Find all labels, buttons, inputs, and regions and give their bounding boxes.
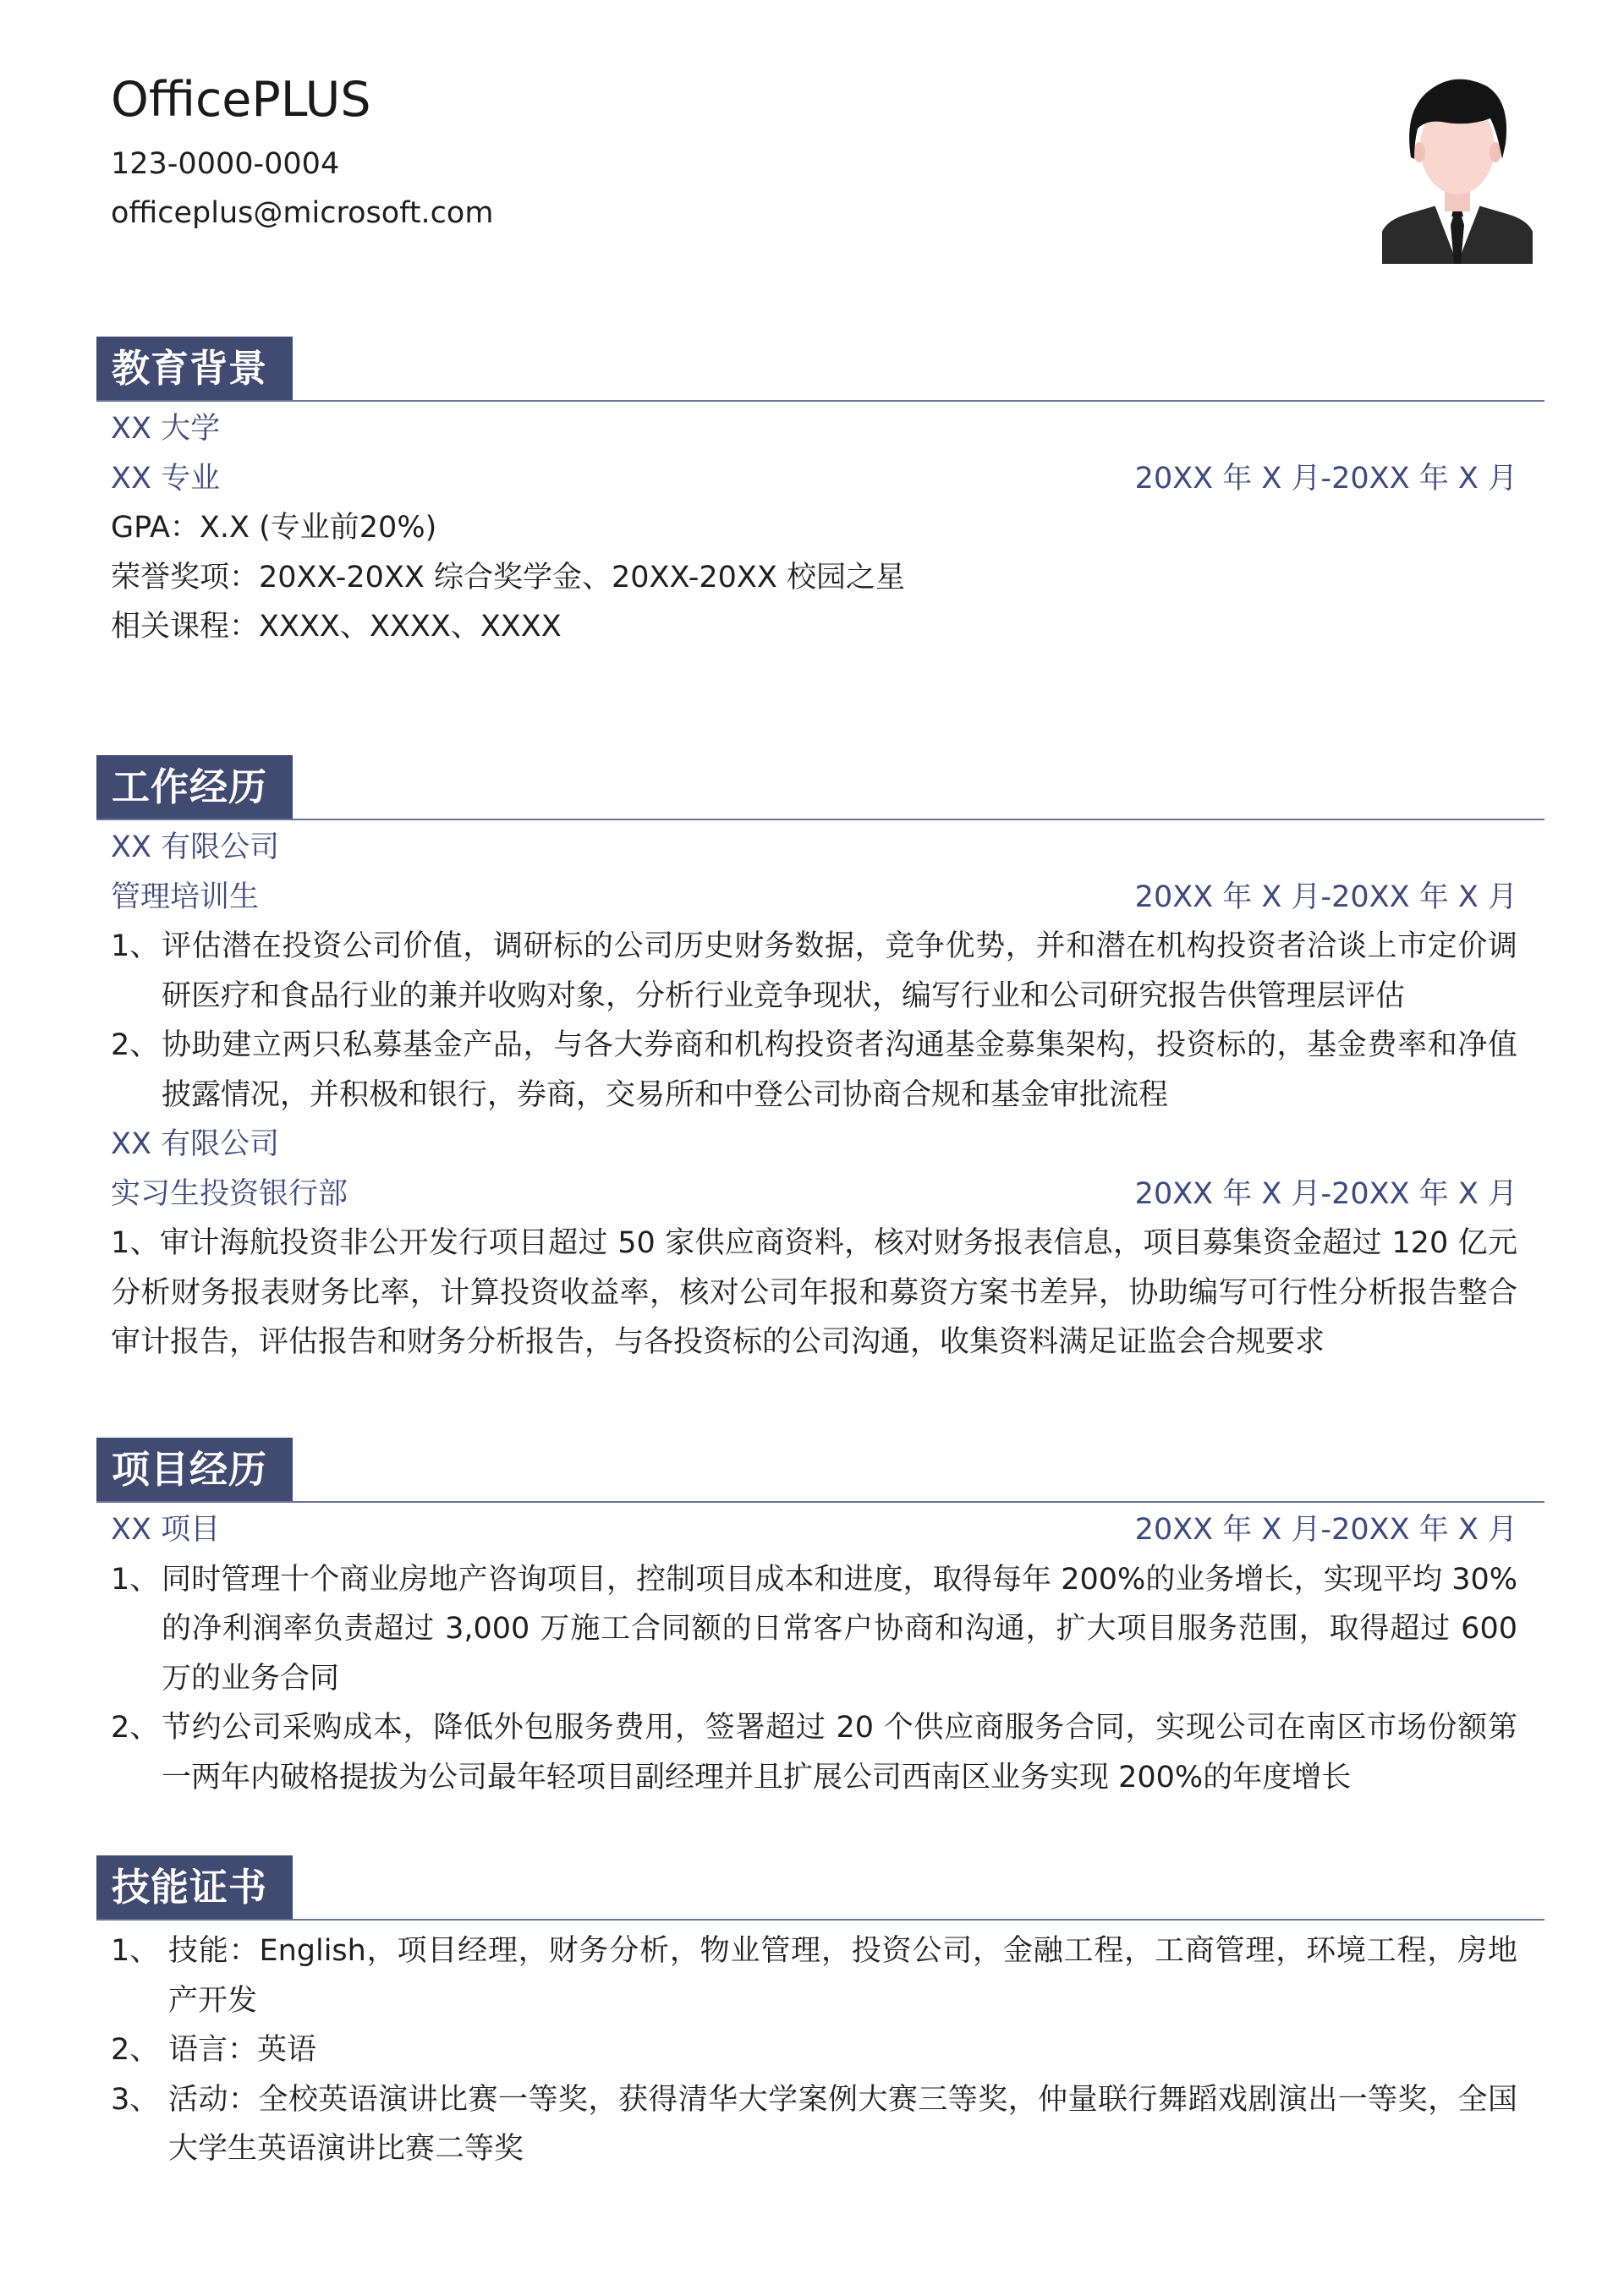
- projects-header: [96, 1438, 1534, 1504]
- section-divider: [96, 819, 1544, 820]
- item-text: 技能：English，项目经理，财务分析，物业管理，投资公司，金融工程，工商管理，环境工程，房地产开发: [168, 1934, 1517, 2018]
- item-number: 2、: [111, 2033, 160, 2067]
- projects-section: [96, 1438, 1534, 1802]
- candidate-name: OfficePLUS: [111, 72, 371, 128]
- education-date: 20XX 年 X 月-20XX 年 X 月: [1134, 461, 1517, 496]
- item-text: 语言：英语: [168, 2033, 317, 2067]
- job-description: 1、审计海航投资非公开发行项目超过 50 家供应商资料，核对财务报表信息，项目募集资金超过 120 亿元分析财务报表财务比率，计算投资收益率，核对公司年报和募资方案书差异，协助编写可行性分析报告整合审计报告，评估报告和财务分析报告，与各投资标的公司沟通，收集资料满足证监会合规要求: [111, 1226, 1517, 1359]
- phone-number: 123-0000-0004: [111, 147, 340, 181]
- section-divider: [96, 400, 1544, 402]
- item-number: 1、: [111, 1934, 160, 1968]
- role-row: [96, 1170, 1534, 1219]
- major-row: [96, 454, 1534, 504]
- job-duties: [96, 922, 1534, 1120]
- list-item: [96, 1926, 1534, 2025]
- role-row: [96, 873, 1534, 923]
- skills-header: [96, 1855, 1534, 1921]
- project-name: XX 项目: [111, 1513, 221, 1547]
- section-divider: [96, 1919, 1544, 1921]
- section-divider: [96, 1501, 1544, 1503]
- education-header: [96, 337, 1534, 403]
- section-title: 项目经历: [96, 1438, 293, 1502]
- item-text: 节约公司采购成本，降低外包服务费用，签署超过 20 个供应商服务合同，实现公司在南区市场份额第一两年内破格提拔为公司最年轻项目副经理并且扩展公司西南区业务实现 200%的年度增长: [162, 1711, 1517, 1795]
- company-name: XX 有限公司: [111, 830, 280, 864]
- email-address: officeplus@microsoft.com: [111, 196, 494, 230]
- item-number: 2、: [111, 1711, 160, 1745]
- item-number: 2、: [111, 1028, 160, 1062]
- job-role: 管理培训生: [111, 879, 260, 914]
- work-section: [96, 755, 1534, 1367]
- project-duties: [96, 1555, 1534, 1803]
- list-item: [96, 2025, 1534, 2075]
- company-name: XX 有限公司: [111, 1127, 280, 1161]
- skills-section: [96, 1855, 1534, 2174]
- work-header: [96, 755, 1534, 821]
- section-title: 技能证书: [96, 1855, 293, 1920]
- section-title: 工作经历: [96, 755, 293, 819]
- job-date: 20XX 年 X 月-20XX 年 X 月: [1134, 1176, 1517, 1211]
- item-number: 1、: [111, 929, 160, 963]
- item-number: 3、: [111, 2082, 160, 2117]
- item-text: 协助建立两只私募基金产品，与各大券商和机构投资者沟通基金募集架构，投资标的，基金费率和净值披露情况，并积极和银行，券商，交易所和中登公司协商合规和基金审批流程: [162, 1028, 1517, 1112]
- list-item: [96, 1703, 1534, 1802]
- section-title: 教育背景: [96, 337, 293, 401]
- courses: 相关课程：XXXX、XXXX、XXXX: [111, 610, 562, 644]
- job-role: 实习生投资银行部: [111, 1176, 348, 1211]
- list-item: [96, 2075, 1534, 2174]
- item-text: 活动：全校英语演讲比赛一等奖，获得清华大学案例大赛三等奖，仲量联行舞蹈戏剧演出一等奖，全国大学生英语演讲比赛二等奖: [168, 2082, 1517, 2166]
- gpa: GPA：X.X (专业前20%): [111, 511, 437, 545]
- list-item: [96, 922, 1534, 1021]
- item-number: 1、: [111, 1562, 160, 1597]
- project-date: 20XX 年 X 月-20XX 年 X 月: [1134, 1513, 1517, 1547]
- avatar: [1382, 66, 1533, 264]
- list-item: [96, 1021, 1534, 1120]
- skills-list: [96, 1926, 1534, 2174]
- school-name: XX 大学: [111, 412, 221, 446]
- list-item: [96, 1555, 1534, 1704]
- job-date: 20XX 年 X 月-20XX 年 X 月: [1134, 879, 1517, 914]
- item-text: 同时管理十个商业房地产咨询项目，控制项目成本和进度，取得每年 200%的业务增长，实现平均 30%的净利润率负责超过 3,000 万施工合同额的日常客户协商和沟通，扩大项目服务范围，取得超过 600 万的业务合同: [162, 1562, 1517, 1696]
- education-section: [96, 337, 1534, 652]
- major-name: XX 专业: [111, 461, 221, 496]
- item-text: 评估潜在投资公司价值，调研标的公司历史财务数据，竞争优势，并和潜在机构投资者洽谈上市定价调研医疗和食品行业的兼并收购对象，分析行业竞争现状，编写行业和公司研究报告供管理层评估: [162, 929, 1517, 1013]
- honors: 荣誉奖项：20XX-20XX 综合奖学金、20XX-20XX 校园之星: [111, 560, 905, 595]
- project-row: [96, 1505, 1534, 1555]
